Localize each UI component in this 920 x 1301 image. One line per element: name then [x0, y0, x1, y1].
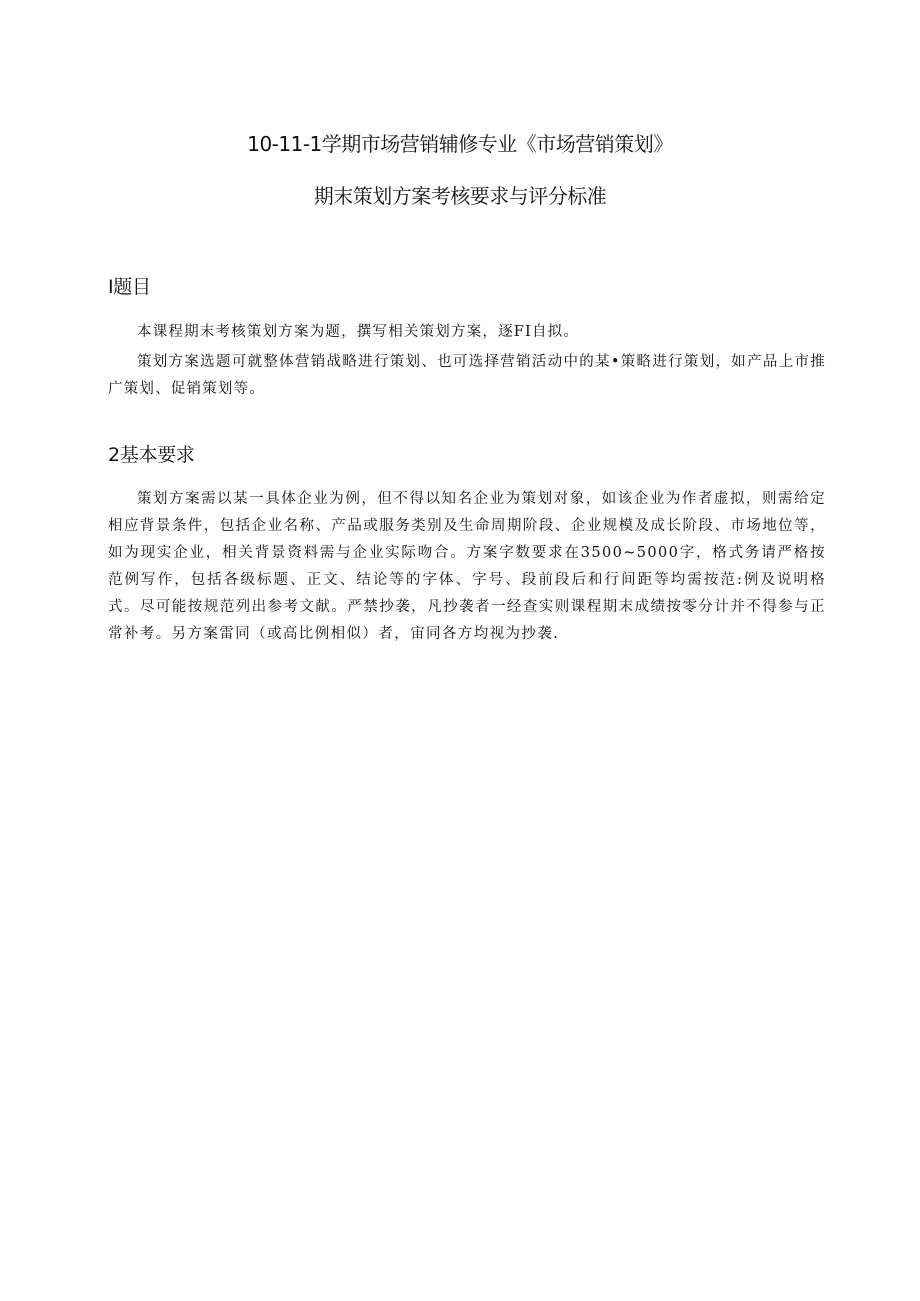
section-heading-requirements: 2基本要求 — [108, 444, 195, 466]
document-title-line-1: 10-11-1学期市场营销辅修专业《市场营销策划》 — [247, 132, 673, 156]
document-title-line-2: 期末策划方案考核要求与评分标准 — [313, 184, 607, 208]
section-heading-topic: I题目 — [108, 276, 151, 298]
section-topic-paragraph-2: 策划方案选题可就整体营销战略进行策划、也可选择营销活动中的某•策略进行策划，如产品上市推广策划、促销策划等。 — [108, 354, 826, 397]
section-topic-paragraph-1: 本课程期末考核策划方案为题，撰写相关策划方案，逐FI自拟。 — [137, 324, 580, 340]
section-requirements-paragraph: 策划方案需以某一具体企业为例，但不得以知名企业为策划对象，如该企业为作者虚拟，则需给定相应背景条件，包括企业名称、产品或服务类别及生命周期阶段、企业规模及成长阶段、市场地位等，如为现实企业，相关背景资料需与企业实际吻合。方案字数要求在3500~5000字，格式务请严格按范例写作，包括各级标题、正文、结论等的字体、字号、段前段后和行间距等均需按范:例及说明格式。尽可能按规范列出参考文献。严禁抄袭，凡抄袭者一经查实则课程期末成绩按零分计并不得参与正常补考。另方案雷同（或高比例相似）者，宙同各方均视为抄袭. — [108, 491, 826, 642]
